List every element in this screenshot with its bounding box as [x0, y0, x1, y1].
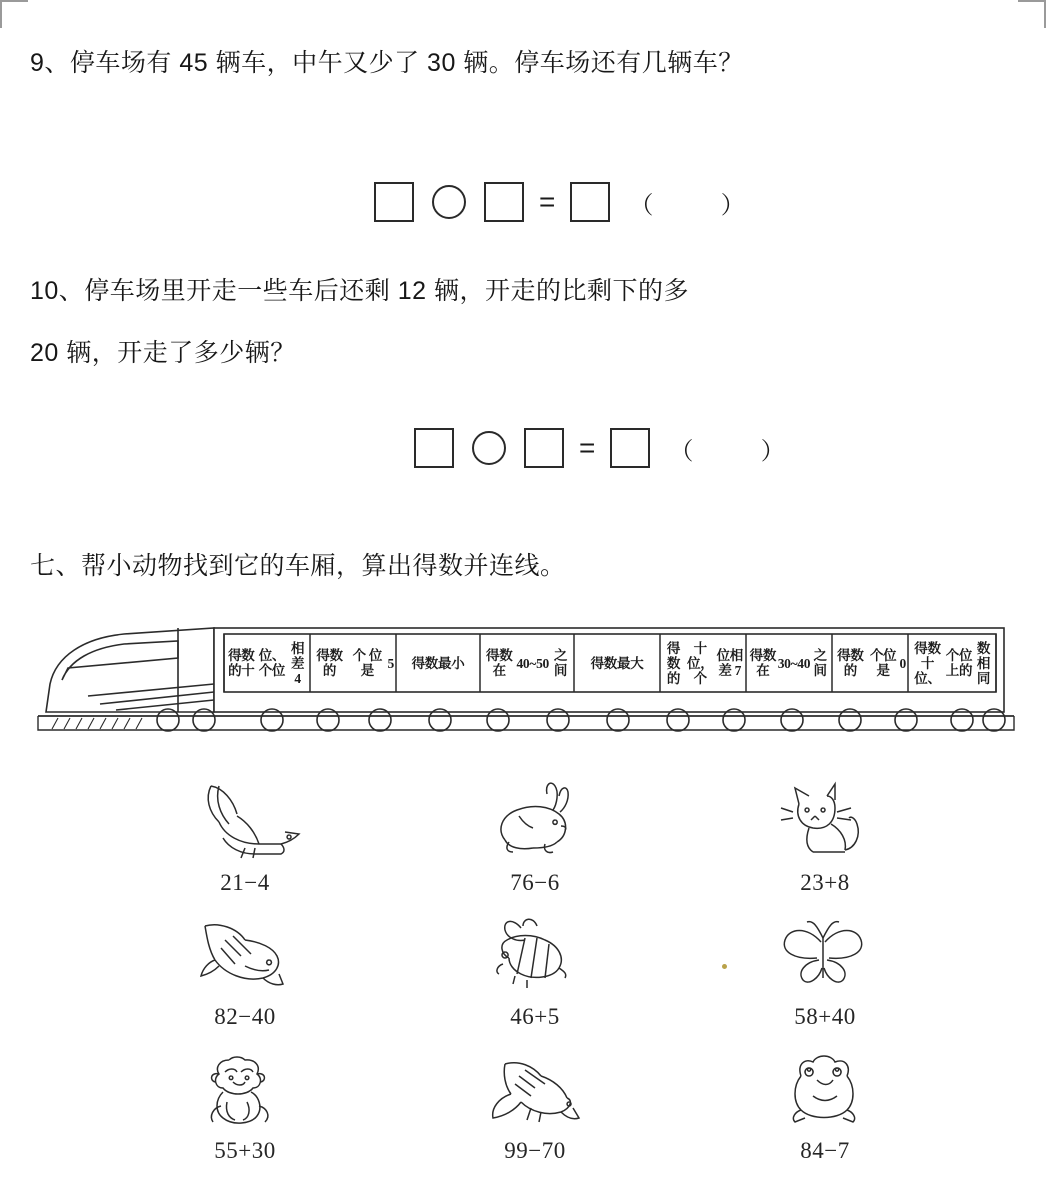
animal-expression-grid — [120, 762, 950, 1164]
bee-icon — [410, 906, 660, 998]
answer-box-result[interactable] — [610, 428, 650, 468]
problem-10-text-line2: 20 辆，开走了多少辆？ — [30, 339, 296, 367]
animal-cell-fish[interactable] — [120, 906, 370, 1030]
expression-label: 76−6 — [510, 870, 560, 895]
expression-label: 23+8 — [800, 870, 850, 895]
answer-box-first[interactable] — [414, 428, 454, 468]
answer-box-first[interactable] — [374, 182, 414, 222]
animal-row — [120, 896, 950, 1030]
animal-cell-bee[interactable] — [410, 906, 660, 1030]
expression-label: 82−40 — [214, 1004, 276, 1029]
rabbit-icon — [410, 772, 660, 864]
unit-paren[interactable]: （ ） — [629, 191, 763, 219]
crop-mark-top-right — [1018, 0, 1046, 28]
train-car-label-5: 得数 最大 — [590, 655, 644, 671]
section-title-7: 七、帮小动物找到它的车厢，算出得数并连线。 — [30, 552, 566, 580]
train-illustration — [28, 612, 1018, 752]
animal-cell-frog[interactable] — [700, 1040, 950, 1164]
fish-icon — [120, 906, 370, 998]
monkey-icon — [120, 1040, 370, 1132]
animal-cell-cat[interactable] — [700, 772, 950, 896]
unit-paren[interactable]: （ ） — [669, 437, 803, 465]
animal-cell-rabbit[interactable] — [410, 772, 660, 896]
train-car-label-1: 得数的十 位、个位 相差 4 — [228, 640, 305, 686]
butterfly-icon — [700, 906, 950, 998]
answer-box-result[interactable] — [570, 182, 610, 222]
expression-label: 99−70 — [504, 1138, 566, 1163]
eagle-icon — [410, 1040, 660, 1132]
train-car-label-4: 得数在 40~50 之间 — [486, 648, 568, 678]
animal-row — [120, 1030, 950, 1164]
bird-icon — [120, 772, 370, 864]
problem-9-text: 9、停车场有 45 辆车，中午又少了 30 辆。停车场还有几辆车？ — [30, 49, 744, 77]
train-car-label-8: 得数的 个位是 0 — [837, 648, 906, 678]
train-car-label-2: 得数的 个 位 是 5 — [316, 648, 394, 678]
expression-label: 58+40 — [794, 1004, 856, 1029]
answer-box-second[interactable] — [484, 182, 524, 222]
train-car-label-7: 得数在 30~40 之间 — [749, 648, 827, 678]
answer-row-9[interactable] — [365, 182, 763, 222]
animal-cell-butterfly[interactable] — [700, 906, 950, 1030]
train-car-label-6: 得数的 十位，个 位相差 7 — [666, 640, 743, 686]
expression-label: 46+5 — [510, 1004, 560, 1029]
problem-10-text-line1: 10、停车场里开走一些车后还剩 12 辆，开走的比剩下的多 — [30, 277, 690, 305]
animal-cell-eagle[interactable] — [410, 1040, 660, 1164]
equals-sign: = — [579, 432, 596, 463]
operator-circle[interactable] — [432, 185, 466, 219]
train-car-label-9: 得数十位、 个位上的 数相同 — [914, 640, 991, 686]
equals-sign: = — [539, 186, 556, 217]
animal-row — [120, 762, 950, 896]
expression-label: 55+30 — [214, 1138, 276, 1163]
operator-circle[interactable] — [472, 431, 506, 465]
frog-icon — [700, 1040, 950, 1132]
answer-box-second[interactable] — [524, 428, 564, 468]
expression-label: 84−7 — [800, 1138, 850, 1163]
cat-icon — [700, 772, 950, 864]
answer-row-10[interactable] — [405, 428, 803, 468]
train-car-label-3: 得数 最小 — [411, 655, 465, 671]
animal-cell-bird[interactable] — [120, 772, 370, 896]
expression-label: 21−4 — [220, 870, 270, 895]
animal-cell-monkey[interactable] — [120, 1040, 370, 1164]
crop-mark-top-left — [0, 0, 28, 28]
